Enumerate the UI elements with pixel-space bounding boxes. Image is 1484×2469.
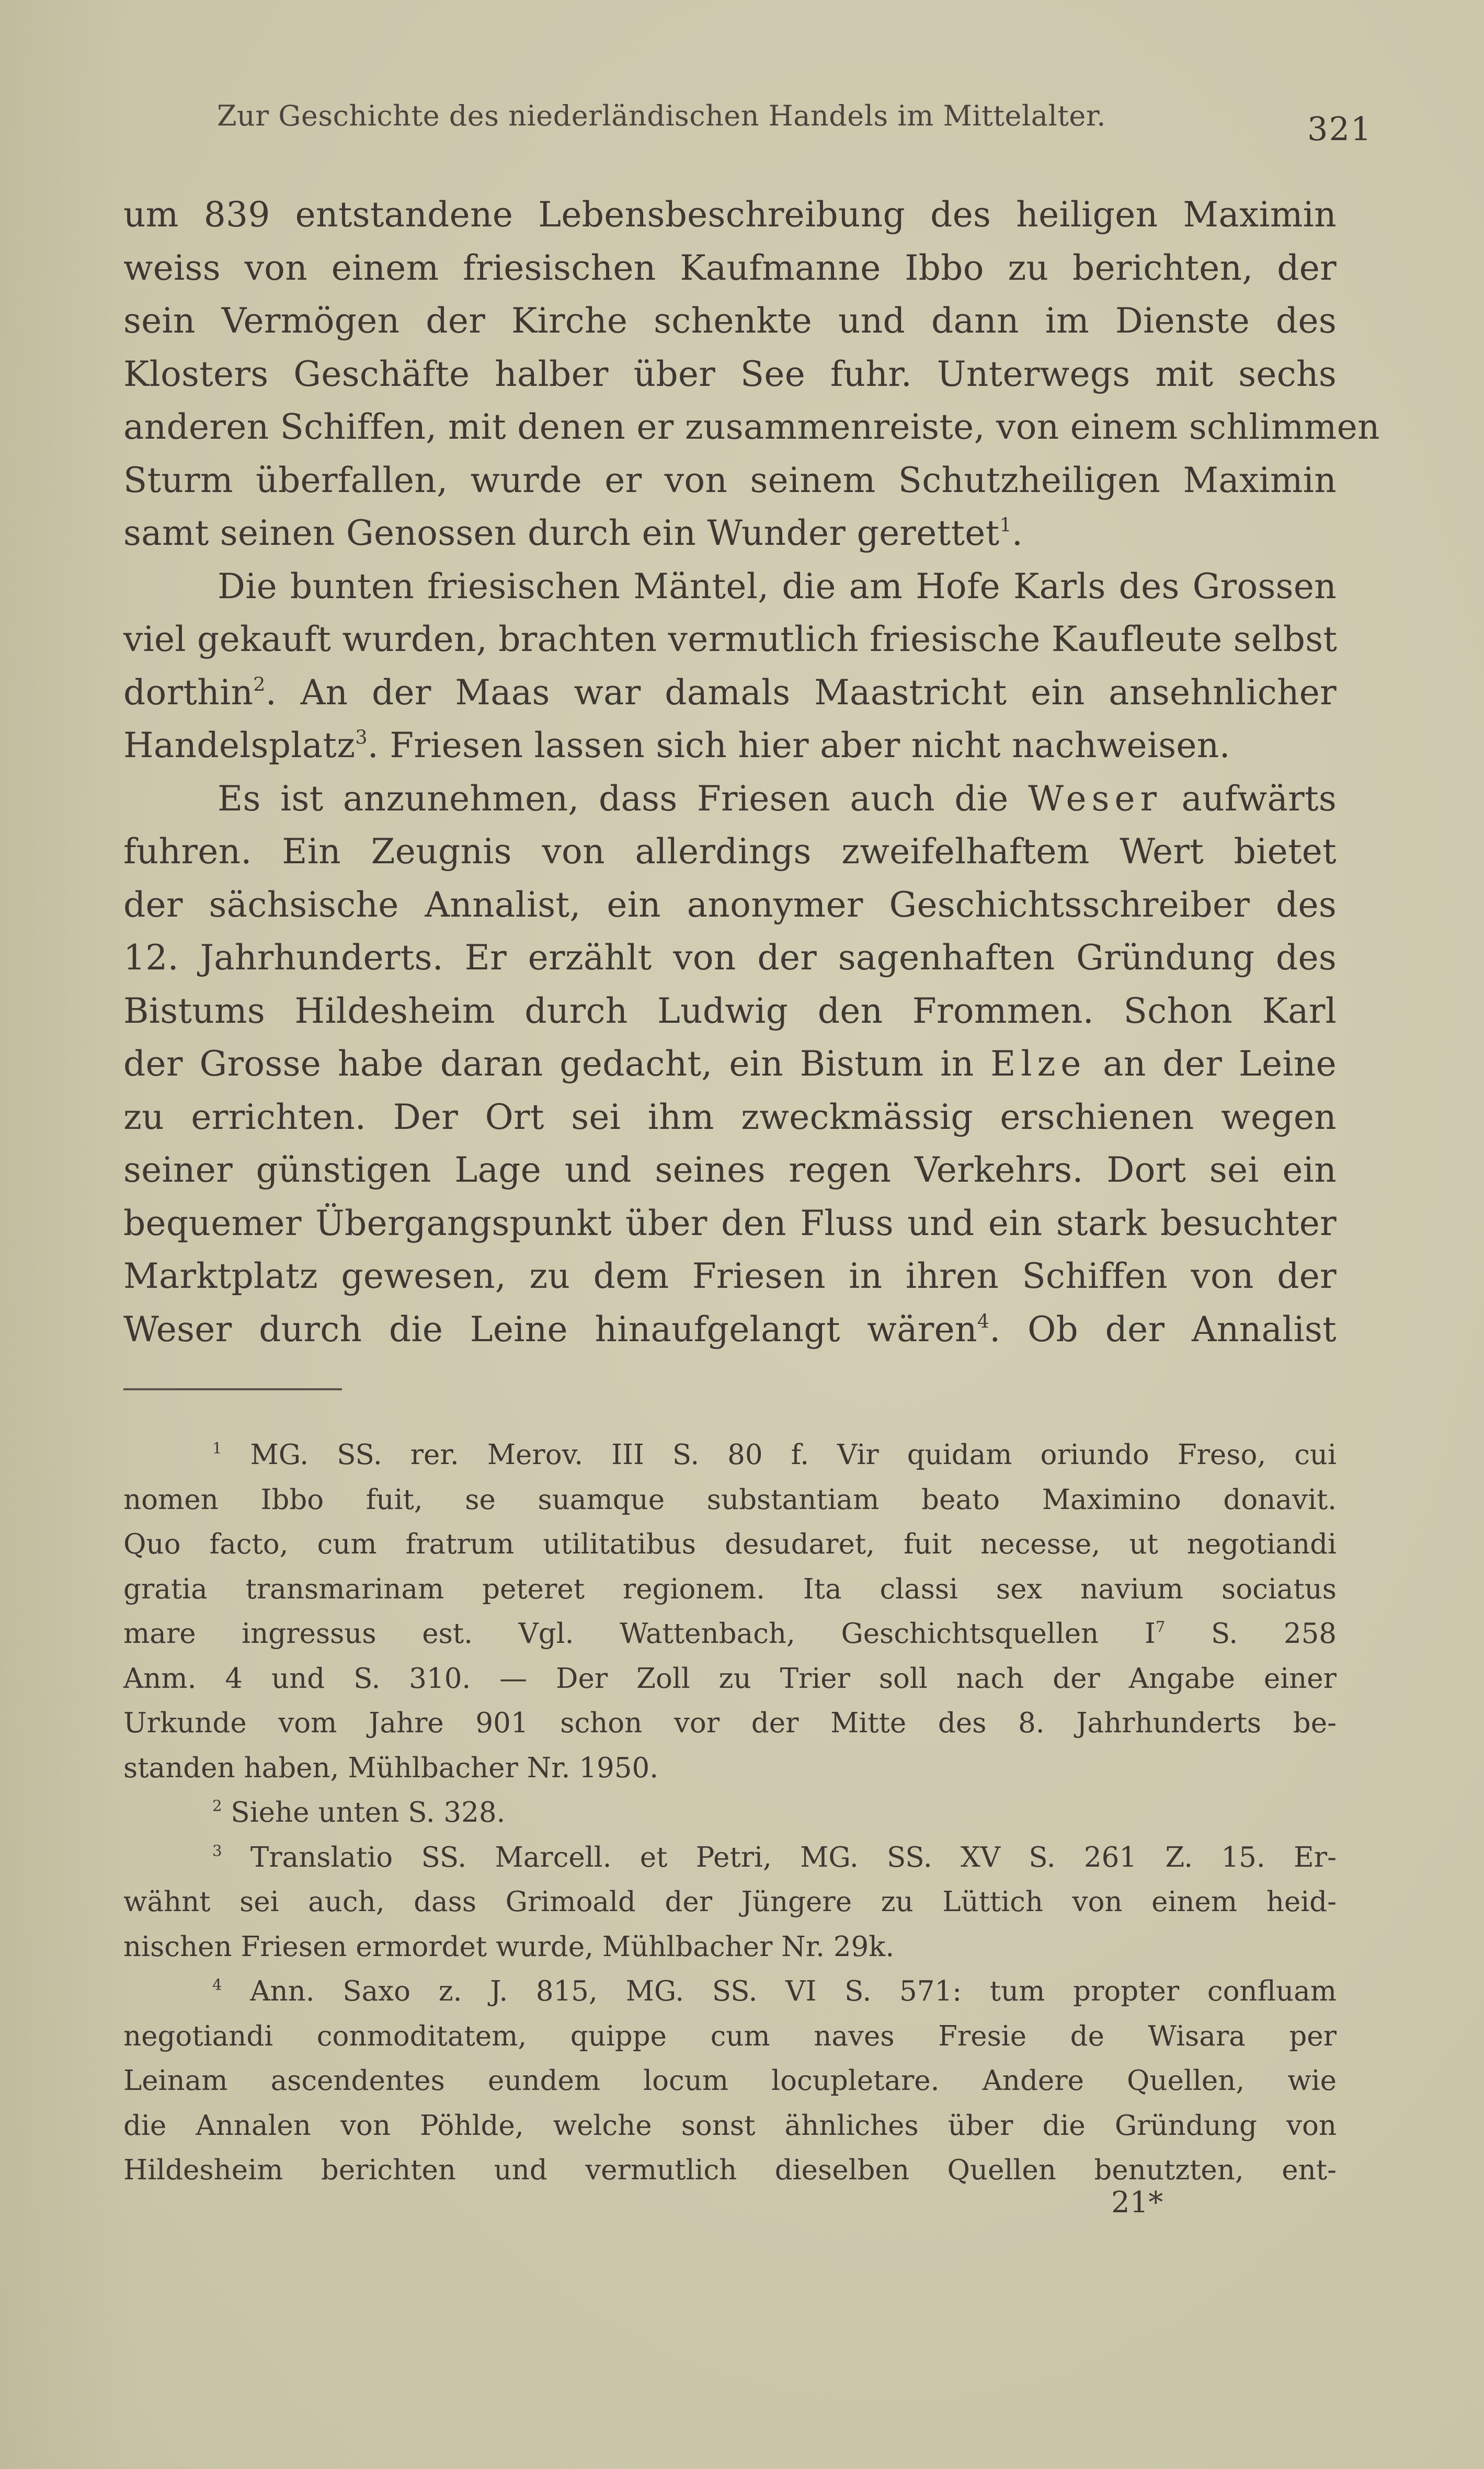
footnote-line: nischen Friesen ermordet wurde, Mühlbacher Nr. 29k. — [123, 1930, 895, 1963]
footnote-line: $^1$ MG. SS. rer. Merov. III S. 80 f. Vir quidam oriundo Freso, cui — [212, 1439, 1337, 1471]
footnote-line: mare ingressus est. Vgl. Wattenbach, Geschichtsquellen $I^7$ S. 258 — [123, 1618, 1337, 1650]
footnote-line: negotiandi conmoditatem, quippe cum naves Fresie de Wisara per — [123, 2020, 1337, 2052]
footnote-line: wähnt sei auch, dass Grimoald der Jüngere zu Lüttich von einem heid- — [123, 1886, 1337, 1918]
body-line: zu errichten. Der Ort sei ihm zweckmässig erschienen wegen — [123, 1096, 1337, 1137]
footnotes — [123, 1433, 1337, 2193]
body-line: Handelsplatz$^3$. Friesen lassen sich hier aber nicht nachweisen. — [123, 725, 1230, 765]
footnote-line: Leinam ascendentes eundem locum locupletare. Andere Quellen, wie — [123, 2065, 1337, 2097]
body-line: fuhren. Ein Zeugnis von allerdings zweifelhaftem Wert bietet — [123, 831, 1337, 872]
edition-superscript: 7 — [1155, 1618, 1166, 1636]
footnote-line: Hildesheim berichten und vermutlich dieselben Quellen benutzten, ent- — [123, 2154, 1337, 2186]
body-line: der sächsische Annalist, ein anonymer Geschichtsschreiber des — [123, 884, 1337, 925]
footnote-line: gratia transmarinam peteret regionem. Ita classi sex navium sociatus — [123, 1573, 1337, 1605]
footnote-ref: 4 — [977, 1310, 990, 1333]
body-line: sein Vermögen der Kirche schenkte und dann im Dienste des — [123, 301, 1337, 341]
body-line: 12. Jahrhunderts. Er erzählt von der sagenhaften Gründung des — [123, 938, 1337, 978]
body-line: Die bunten friesischen Mäntel, die am Hofe Karls des Grossen — [218, 566, 1337, 607]
body-line: Marktplatz gewesen, zu dem Friesen in ihren Schiffen von der — [123, 1256, 1337, 1296]
footnote-line: Anm. 4 und S. 310. — Der Zoll zu Trier soll nach der Angabe einer — [123, 1662, 1337, 1695]
footnote-line: $^4$ Ann. Saxo z. J. 815, MG. SS. VI S. 571: tum propter confluam — [212, 1975, 1337, 2007]
emphasis-spaced: Weser — [1028, 778, 1162, 819]
body-line: Bistums Hildesheim durch Ludwig den Frommen. Schon Karl — [123, 990, 1337, 1031]
footnote-mark: 4 — [212, 1975, 222, 1994]
footnote-line: die Annalen von Pöhlde, welche sonst ähnliches über die Gründung von — [123, 2109, 1337, 2142]
footnote-mark: 1 — [212, 1439, 222, 1457]
body-line: seiner günstigen Lage und seines regen Verkehrs. Dort sei ein — [123, 1150, 1337, 1190]
body-line: Weser durch die Leine hinaufgelangt wären$^4$. Ob der Annalist — [123, 1309, 1337, 1350]
body-line: dorthin$^2$. An der Maas war damals Maastricht ein ansehnlicher — [123, 672, 1337, 713]
footnote-ref: 1 — [999, 513, 1012, 536]
signature-mark: 21* — [1111, 2186, 1163, 2220]
body-line: Es ist anzunehmen, dass Friesen auch die Weser aufwärts — [218, 778, 1337, 819]
footnote-line: Quo facto, cum fratrum utilitatibus desudaret, fuit necesse, ut negotiandi — [123, 1528, 1337, 1560]
footnote-divider — [123, 1388, 342, 1390]
body-line: samt seinen Genossen durch ein Wunder gerettet$^1$. — [123, 513, 1023, 553]
footnote-ref: 3 — [355, 726, 368, 749]
body-line: Sturm überfallen, wurde er von seinem Schutzheiligen Maximin — [123, 460, 1337, 500]
footnote-line: standen haben, Mühlbacher Nr. 1950. — [123, 1752, 659, 1784]
footnote-ref: 2 — [253, 673, 266, 696]
body-line: der Grosse habe daran gedacht, ein Bistum in Elze an der Leine — [123, 1044, 1337, 1084]
body-line: weiss von einem friesischen Kaufmanne Ibbo zu berichten, der — [123, 247, 1337, 288]
body-line: um 839 entstandene Lebensbeschreibung des heiligen Maximin — [123, 195, 1337, 235]
footnote-mark: 2 — [212, 1797, 222, 1815]
footnote-line: $^3$ Translatio SS. Marcell. et Petri, MG. SS. XV S. 261 Z. 15. Er- — [212, 1841, 1337, 1873]
body-text — [123, 188, 1380, 1356]
body-line: anderen Schiffen, mit denen er zusammenreiste, von einem schlimmen — [123, 407, 1380, 447]
body-line: viel gekauft wurden, brachten vermutlich friesische Kaufleute selbst — [123, 619, 1338, 659]
footnote-mark: 3 — [212, 1842, 222, 1860]
emphasis-spaced: Elze — [990, 1044, 1087, 1084]
footnote-line: nomen Ibbo fuit, se suamque substantiam beato Maximino donavit. — [123, 1483, 1337, 1516]
running-title: Zur Geschichte des niederländischen Handels im Mittelalter. — [217, 99, 1106, 132]
body-line: bequemer Übergangspunkt über den Fluss und ein stark besuchter — [123, 1203, 1337, 1243]
body-line: Klosters Geschäfte halber über See fuhr. Unterwegs mit sechs — [123, 353, 1337, 394]
footnote-line: $^2$ Siehe unten S. 328. — [212, 1797, 506, 1828]
footnote-line: Urkunde vom Jahre 901 schon vor der Mitte des 8. Jahrhunderts be- — [123, 1707, 1337, 1739]
page-number: 321 — [1307, 110, 1373, 148]
